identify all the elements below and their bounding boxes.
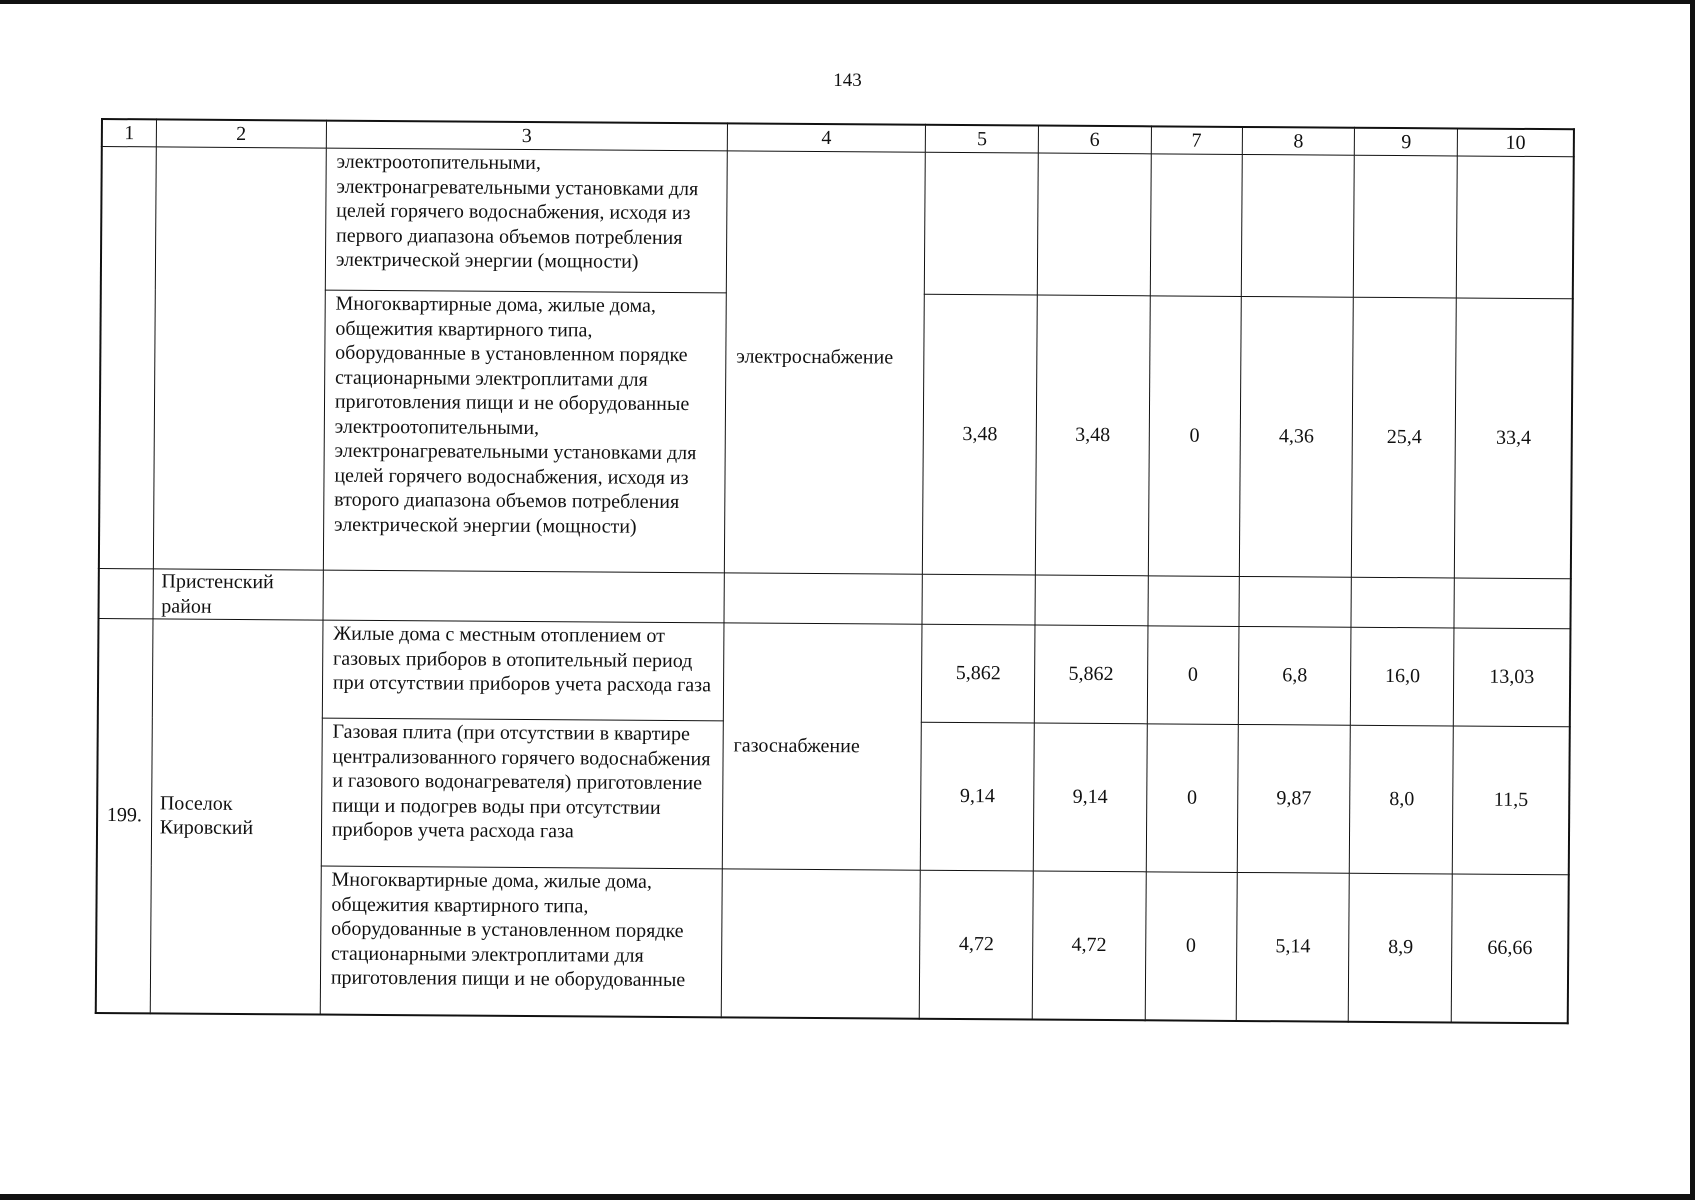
header-cell: 10 <box>1458 128 1574 156</box>
value-cell: 3,48 <box>923 294 1038 575</box>
value-cell <box>1241 154 1355 297</box>
value-cell <box>1457 156 1574 299</box>
district-name: Пристенский район <box>153 569 324 620</box>
value-cell: 5,14 <box>1236 872 1350 1021</box>
place-cell <box>153 147 326 570</box>
value-cell: 0 <box>1148 296 1241 577</box>
header-cell: 4 <box>727 123 926 152</box>
value-cell: 5,862 <box>1034 625 1147 724</box>
value-cell: 4,72 <box>1032 871 1146 1020</box>
header-cell: 1 <box>102 119 156 147</box>
description-cell: Многоквартирные дома, жилые дома, общежития квартирного типа, оборудованные в установленном порядке стационарными электроплитами для приготовления пищи и не оборудованные <box>320 866 722 1017</box>
value-cell <box>1037 153 1151 296</box>
header-cell: 9 <box>1355 128 1458 156</box>
description-cell: Жилые дома с местным отоплением от газовых приборов в отопительный период при отсутствии приборов учета расхода газа <box>322 620 724 721</box>
empty-cell <box>323 570 724 623</box>
value-cell: 0 <box>1145 872 1237 1021</box>
value-cell: 0 <box>1146 724 1238 873</box>
value-cell: 16,0 <box>1351 627 1455 726</box>
description-cell: Газовая плита (при отсутствии в квартире централизованного горячего водоснабжения и газового водонагревателя) приготовление пищи и подогрев воды при отсутствии приборов учета расхода газа <box>321 718 723 869</box>
value-cell: 5,862 <box>922 624 1035 723</box>
value-cell: 9,14 <box>1033 723 1147 872</box>
header-cell: 6 <box>1038 126 1151 154</box>
service-cell: газоснабжение <box>722 623 922 870</box>
description-cell: Многоквартирные дома, жилые дома, общежития квартирного типа, оборудованные в установленном порядке стационарными электроплитами для приготовления пищи и не оборудованные электроотопительными, электронагревательными установками для целей горячего водоснабжения, исходя из второго диапазона объемов потребления электрической энергии (мощности) <box>323 290 726 573</box>
value-cell: 66,66 <box>1452 874 1569 1023</box>
service-label: электроснабжение <box>736 345 894 369</box>
empty-cell <box>1148 576 1239 627</box>
number-cell: 199. <box>96 618 153 1012</box>
service-cell <box>724 151 925 574</box>
value-cell: 4,72 <box>920 870 1034 1019</box>
value-cell: 11,5 <box>1453 726 1570 875</box>
service-cell <box>721 869 920 1018</box>
value-cell <box>1354 155 1458 298</box>
empty-cell <box>1351 577 1454 628</box>
value-cell: 3,48 <box>1035 295 1150 576</box>
number-cell <box>99 147 156 569</box>
description-cell: электроотопительными, электронагревательными установками для целей горячего водоснабжения, исходя из первого диапазона объемов потребления электрической энергии (мощности) <box>325 148 727 293</box>
header-cell: 8 <box>1242 127 1355 155</box>
header-cell: 5 <box>926 125 1039 153</box>
value-cell: 9,87 <box>1237 724 1351 873</box>
value-cell: 0 <box>1147 626 1239 725</box>
value-cell: 6,8 <box>1238 626 1351 725</box>
empty-cell <box>1454 578 1570 629</box>
header-cell: 7 <box>1151 126 1242 154</box>
place-cell: Поселок Кировский <box>150 619 323 1014</box>
empty-cell <box>724 573 923 624</box>
page-number: 143 <box>833 70 862 91</box>
value-cell: 9,14 <box>921 722 1035 871</box>
value-cell: 8,9 <box>1349 873 1453 1022</box>
empty-cell <box>1035 575 1148 626</box>
number-cell <box>99 568 154 618</box>
value-cell: 25,4 <box>1352 297 1457 578</box>
table-row <box>101 147 1574 299</box>
value-cell: 8,0 <box>1350 725 1454 874</box>
tariff-table <box>95 118 1575 1024</box>
value-cell: 4,36 <box>1239 296 1354 577</box>
header-cell: 2 <box>156 119 326 148</box>
value-cell: 13,03 <box>1454 628 1571 727</box>
value-cell <box>1150 154 1242 297</box>
table-row <box>98 618 1571 726</box>
empty-cell <box>1239 576 1352 627</box>
value-cell <box>925 152 1039 295</box>
value-cell: 33,4 <box>1455 298 1573 579</box>
empty-cell <box>922 574 1035 625</box>
header-cell: 3 <box>326 121 727 151</box>
